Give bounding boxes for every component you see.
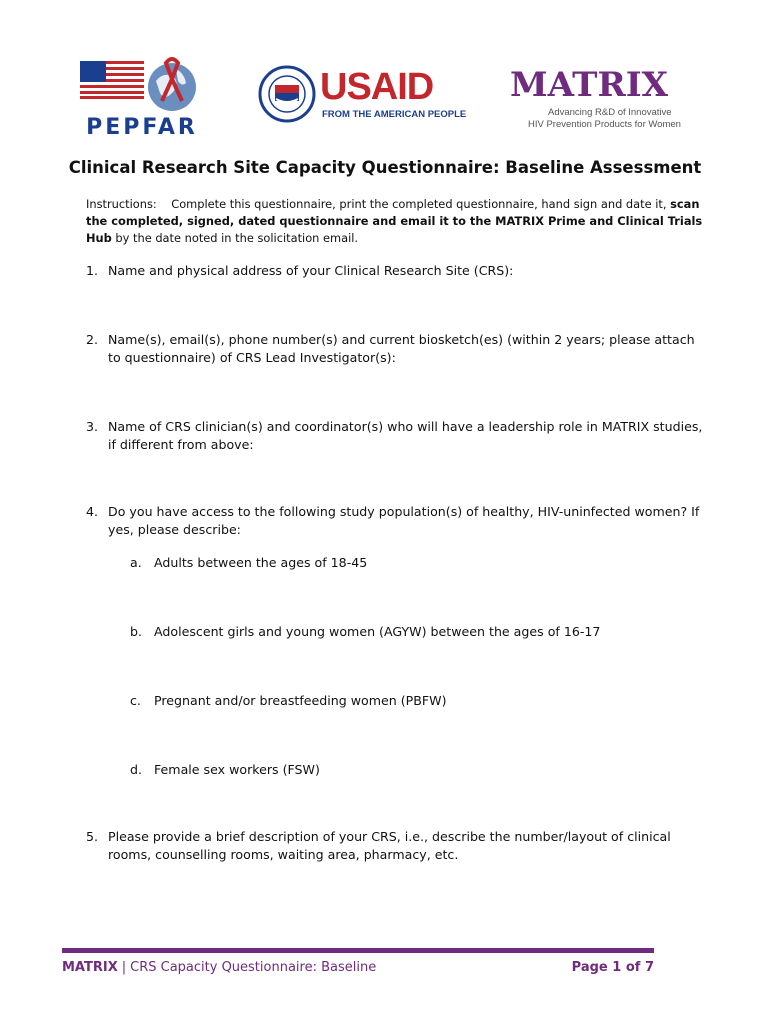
footer-doc-name: CRS Capacity Questionnaire: Baseline [130,960,377,975]
page-number: Page 1 of 7 [571,960,654,975]
sub-question-text: Pregnant and/or breastfeeding women (PBFW) [154,693,447,708]
question-1 [86,262,706,280]
sub-question-a [130,554,367,572]
question-text: Do you have access to the following study population(s) of healthy, HIV-uninfected women? If yes, please describe: [108,504,700,537]
instructions-text: Complete this questionnaire, print the completed questionnaire, hand sign and date it, [171,197,667,211]
sub-question-letter: a. [130,555,142,570]
logo-row [0,55,770,145]
us-flag-icon [80,61,144,99]
footer-divider [62,948,654,953]
sub-question-text: Adolescent girls and young women (AGYW) between the ages of 16-17 [154,624,601,639]
matrix-logo [510,67,690,133]
sub-question-c [130,692,447,710]
instructions-deadline: by the date noted in the solicitation email. [115,231,359,245]
question-number: 4. [86,504,99,519]
pepfar-logo [72,61,212,141]
instructions-label: Instructions: [86,197,157,211]
footer-brand: MATRIX [62,960,118,975]
matrix-tagline-2: HIV Prevention Products for Women [528,119,681,130]
question-number: 5. [86,829,99,844]
usaid-seal-icon [258,65,316,123]
sub-question-d [130,761,320,779]
sub-question-text: Adults between the ages of 18-45 [154,555,368,570]
page-title: Clinical Research Site Capacity Questionnaire: Baseline Assessment [68,158,702,177]
usaid-tagline: FROM THE AMERICAN PEOPLE [322,109,467,120]
question-number: 1. [86,263,99,278]
sub-question-letter: c. [130,693,141,708]
question-number: 3. [86,419,99,434]
matrix-tagline-1: Advancing R&D of Innovative [548,107,672,118]
footer-separator: | [121,960,127,975]
question-5 [86,828,706,864]
question-text: Name and physical address of your Clinical Research Site (CRS): [108,263,514,278]
instructions [86,196,716,247]
sub-question-text: Female sex workers (FSW) [154,762,320,777]
sub-question-b [130,623,600,641]
question-text: Please provide a brief description of your CRS, i.e., describe the number/layout of clinical rooms, counselling rooms, waiting area, pharmacy, etc. [108,829,671,862]
matrix-wordmark: MATRIX [510,65,668,105]
globe-ribbon-icon [142,57,202,113]
question-text: Name of CRS clinician(s) and coordinator(s) who will have a leadership role in MATRIX studies, if different from above: [108,419,703,452]
sub-question-letter: d. [130,762,142,777]
pepfar-wordmark: PEPFAR [86,115,198,140]
usaid-logo [258,65,468,135]
question-2 [86,331,706,367]
question-text: Name(s), email(s), phone number(s) and current biosketch(es) (within 2 years; please attach to questionnaire) of CRS Lead Investigator(s): [108,332,695,365]
question-number: 2. [86,332,99,347]
usaid-wordmark: USAID [320,66,434,108]
sub-question-letter: b. [130,624,142,639]
instructions-emphasis: scan the completed, signed, dated questionnaire and email it to the MATRIX Prime and Clinical Trials Hub [86,197,703,245]
question-3 [86,418,706,454]
question-4 [86,503,706,539]
footer-doc-label [62,960,376,975]
